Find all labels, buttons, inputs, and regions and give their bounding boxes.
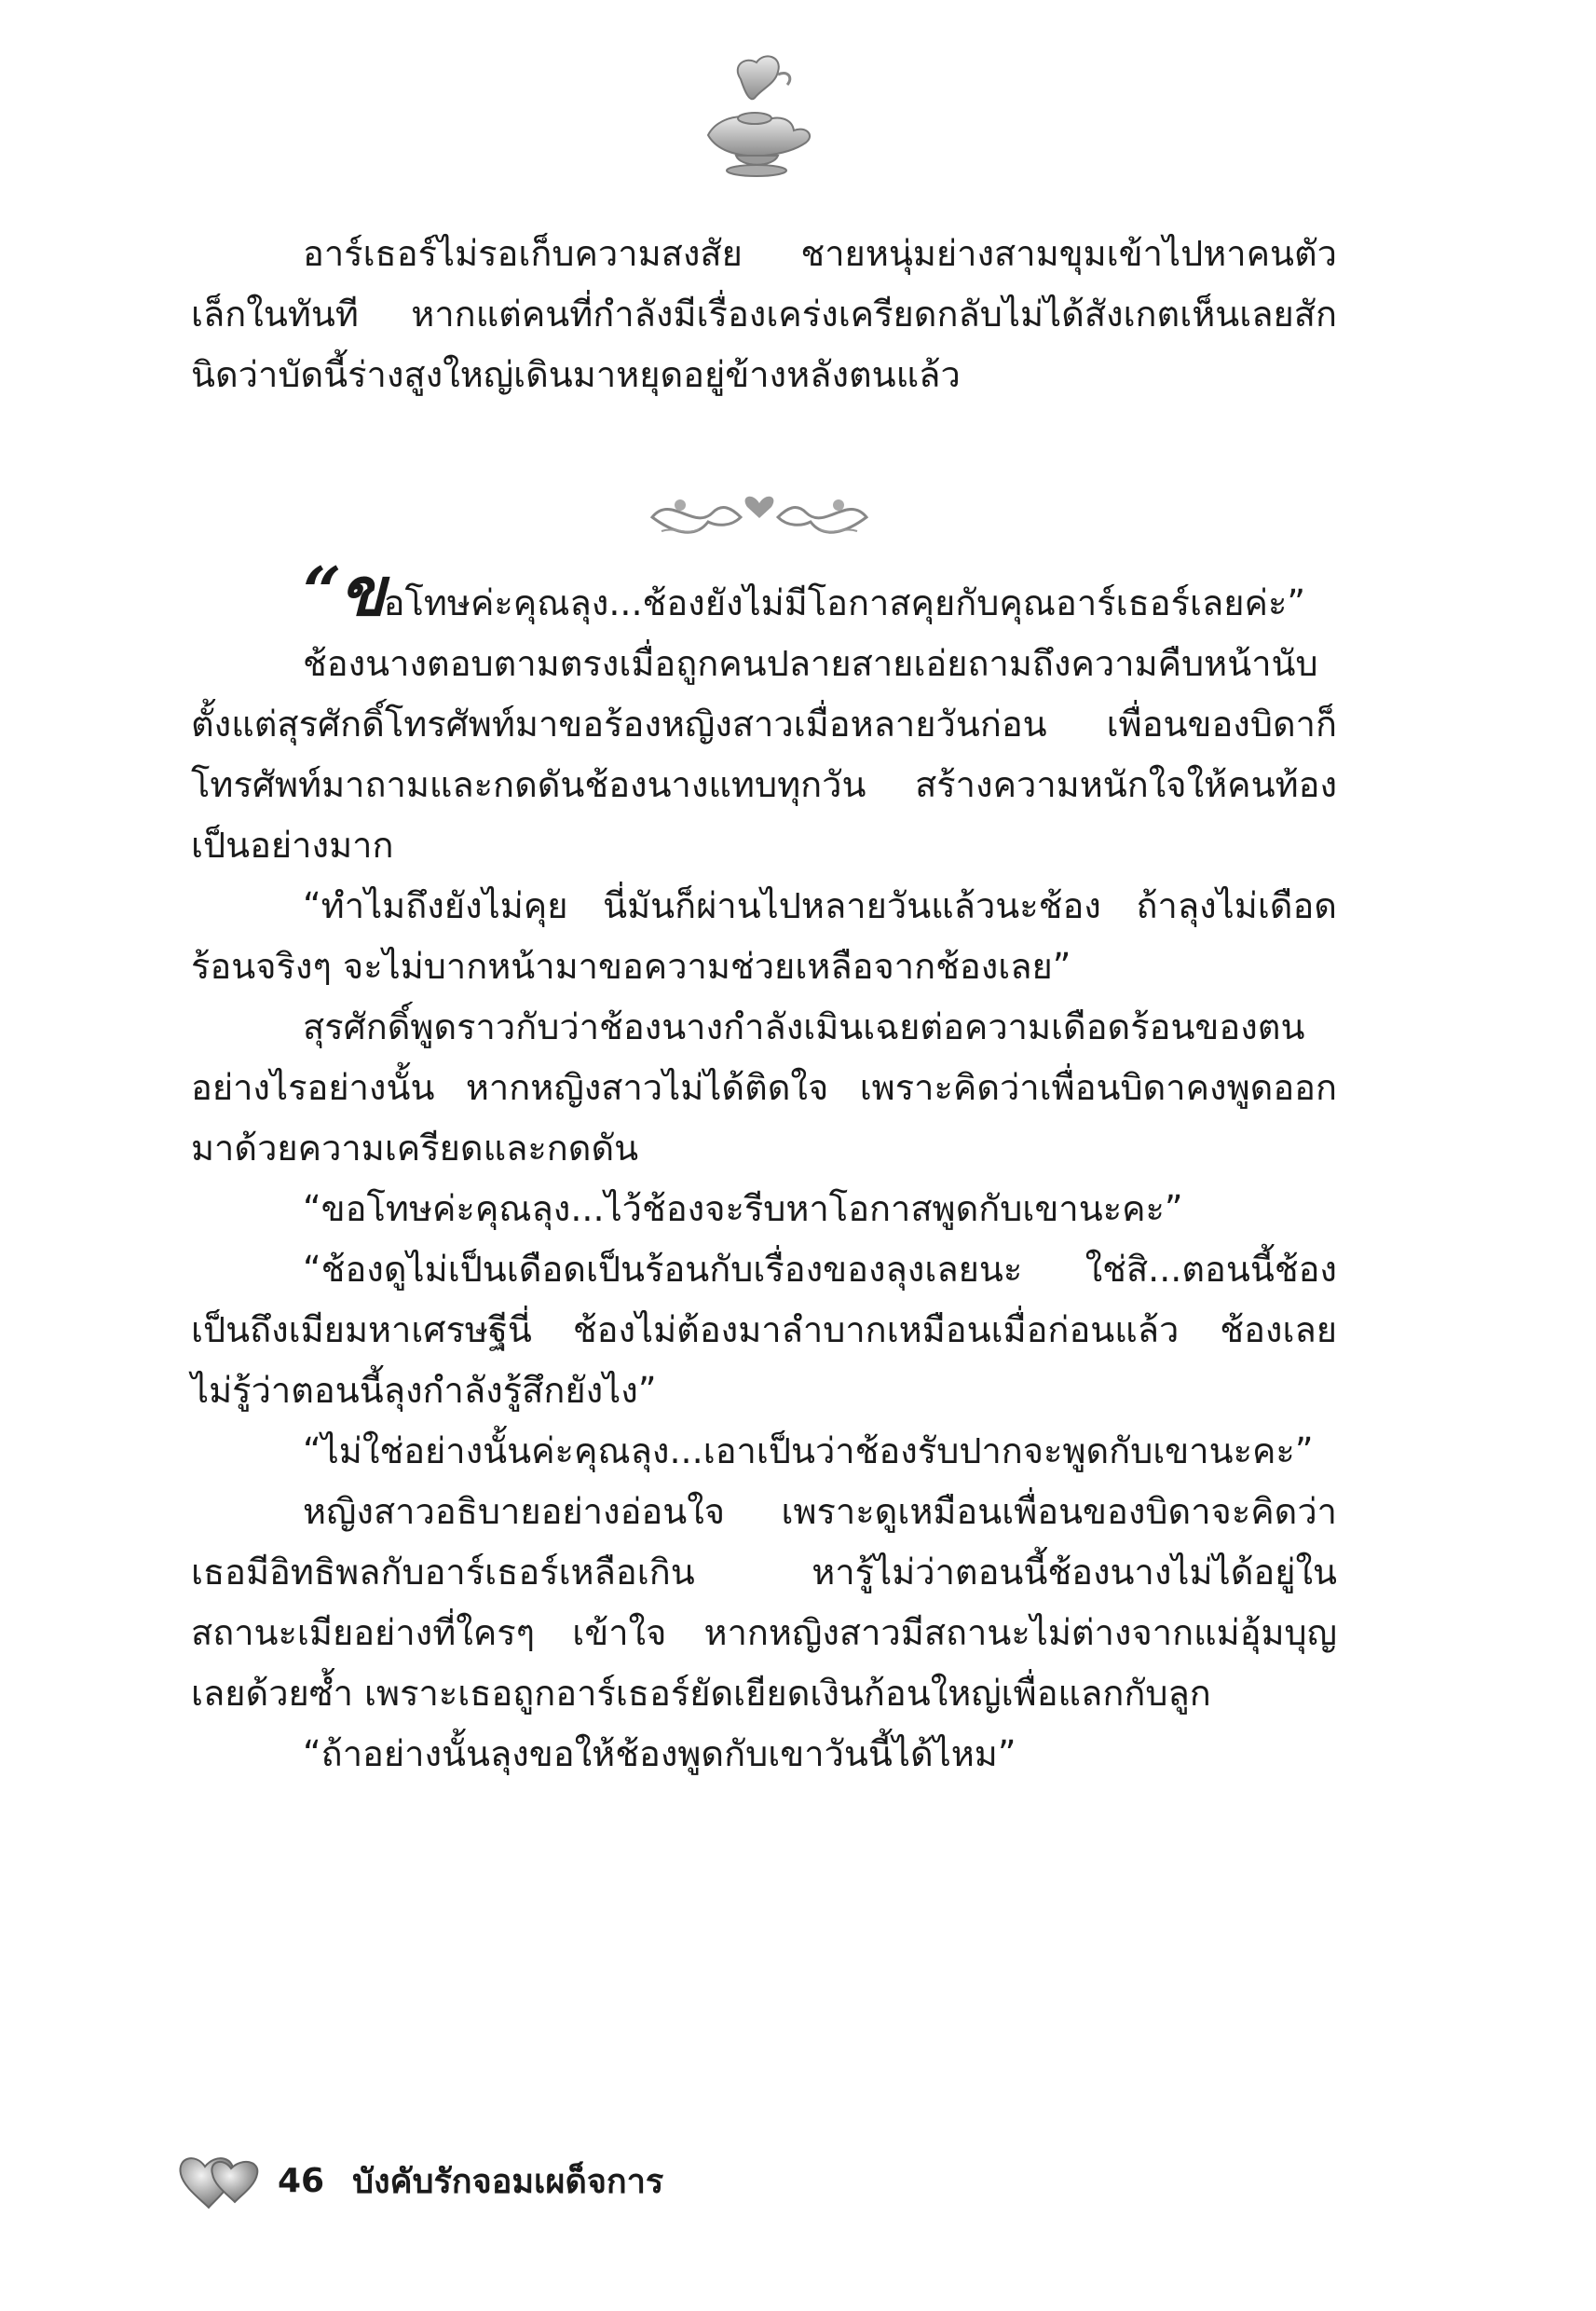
paragraph-with-dropcap [191,552,1337,634]
floral-heart-divider-icon [643,475,876,550]
paragraph: “ช้องดูไม่เป็นเดือดเป็นร้อนกับเรื่องของลุงเลยนะ ใช่สิ...ตอนนี้ช้องเป็นถึงเมียมหาเศรษฐีนี่ ช้องไม่ต้องมาลำบากเหมือนเมื่อก่อนแล้ว ช้องเลยไม่รู้ว่าตอนนี้ลุงกำลังรู้สึกยังไง” [191,1249,1337,1411]
section-1 [191,224,1337,405]
paragraph: สุรศักดิ์พูดราวกับว่าช้องนางกำลังเมินเฉยต่อความเดือดร้อนของตนอย่างไรอย่างนั้น หากหญิงสาวไม่ได้ติดใจ เพราะคิดว่าเพื่อนบิดาคงพูดออกมาด้วยความเครียดและกดดัน [191,1006,1337,1169]
paragraph-text: อโทษค่ะคุณลุง...ช้องยังไม่มีโอกาสคุยกับคุณอาร์เธอร์เลยค่ะ” [383,582,1306,623]
page-number: 46 [278,2161,325,2200]
paragraph: “ไม่ใช่อย่างนั้นค่ะคุณลุง...เอาเป็นว่าช้องรับปากจะพูดกับเขานะคะ” [303,1430,1314,1471]
book-title: บังคับรักจอมเผด็จการ [352,2162,664,2201]
paragraph: อาร์เธอร์ไม่รอเก็บความสงสัย ชายหนุ่มย่างสามขุมเข้าไปหาคนตัวเล็กในทันที หากแต่คนที่กำลังมีเรื่องเคร่งเครียดกลับไม่ได้สังเกตเห็นเลยสักนิดว่าบัดนี้ร่างสูงใหญ่เดินมาหยุดอยู่ข้างหลังตนแล้ว [191,233,1337,395]
hearts-icon [177,2148,261,2213]
dropcap: “ข [303,552,384,631]
paragraph: “ทำไมถึงยังไม่คุย นี่มันก็ผ่านไปหลายวันแล้วนะช้อง ถ้าลุงไม่เดือดร้อนจริงๆ จะไม่บากหน้ามาขอความช่วยเหลือจากช้องเลย” [191,885,1337,987]
page-footer [177,2148,663,2213]
paragraph: “ขอโทษค่ะคุณลุง...ไว้ช้องจะรีบหาโอกาสพูดกับเขานะคะ” [303,1188,1183,1229]
genie-lamp-icon [689,51,829,191]
paragraph: หญิงสาวอธิบายอย่างอ่อนใจ เพราะดูเหมือนเพื่อนของบิดาจะคิดว่าเธอมีอิทธิพลกับอาร์เธอร์เหลือเกิน หารู้ไม่ว่าตอนนี้ช้องนางไม่ได้อยู่ในสถานะเมียอย่างที่ใครๆ เข้าใจ หากหญิงสาวมีสถานะไม่ต่างจากแม่อุ้มบุญเลยด้วยซ้ำ เพราะเธอถูกอาร์เธอร์ยัดเยียดเงินก้อนใหญ่เพื่อแลกกับลูก [191,1491,1337,1714]
paragraph: ช้องนางตอบตามตรงเมื่อถูกคนปลายสายเอ่ยถามถึงความคืบหน้านับตั้งแต่สุรศักดิ์โทรศัพท์มาขอร้องหญิงสาวเมื่อหลายวันก่อน เพื่อนของบิดาก็โทรศัพท์มาถามและกดดันช้องนางแทบทุกวัน สร้างความหนักใจให้คนท้องเป็นอย่างมาก [191,643,1337,866]
section-2 [191,552,1337,1785]
paragraph: “ถ้าอย่างนั้นลุงขอให้ช้องพูดกับเขาวันนี้ได้ไหม” [303,1733,1016,1774]
